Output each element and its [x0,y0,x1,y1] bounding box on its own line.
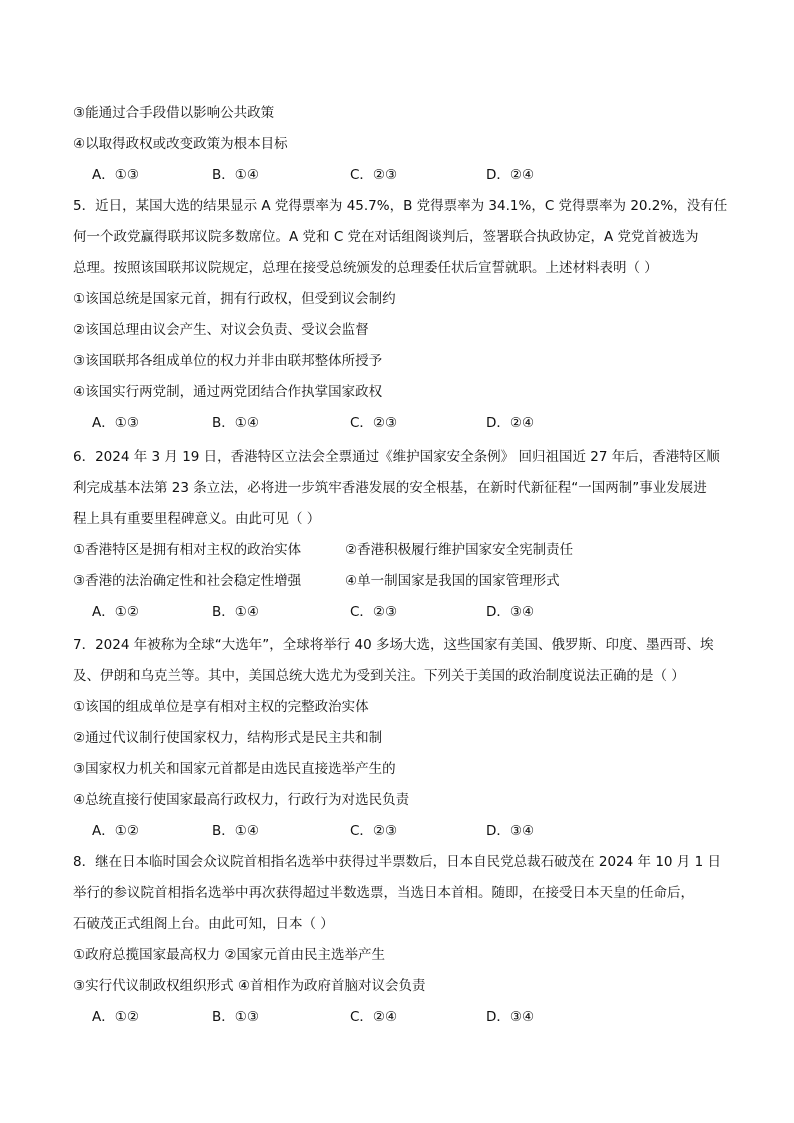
q7-statement-2: ②通过代议制行使国家权力，结构形式是民主共和制 [73,730,383,746]
q5-statement-3: ③该国联邦各组成单位的权力并非由联邦整体所授予 [73,353,383,369]
q5-stem-line-3: 总理。按照该国联邦议院规定，总理在接受总统颁发的总理委任状后宣誓就职。上述材料表明（ ） [73,260,658,276]
q4-statement-4: ④以取得政权或改变政策为根本目标 [73,136,288,152]
q4-option-b[interactable]: B．①④ [212,167,259,183]
q5-statement-1: ①该国总统是国家元首，拥有行政权，但受到议会制约 [73,291,396,307]
q6-option-a[interactable]: A．①② [92,604,139,620]
q5-option-d[interactable]: D．②④ [486,415,535,431]
q6-option-b[interactable]: B．①④ [212,604,259,620]
q5-stem-line-1: 5．近日，某国大选的结果显示 A 党得票率为 45.7%，B 党得票率为 34.1%，C 党得票率为 20.2%，没有任 [73,198,728,214]
q6-statement-row-1 [73,541,733,559]
q8-option-a[interactable]: A．①② [92,1009,139,1025]
q5-option-b[interactable]: B．①④ [212,415,259,431]
q6-statement-4: ④单一制国家是我国的国家管理形式 [345,573,560,589]
q6-statement-2: ②香港积极履行维护国家安全宪制责任 [345,542,574,558]
q7-options [92,822,692,840]
q8-option-d[interactable]: D．③④ [486,1009,535,1025]
q8-options [92,1008,692,1026]
q8-stem-line-2: 举行的参议院首相指名选举中再次获得超过半数选票，当选日本首相。随即，在接受日本天皇的任命后， [73,885,694,901]
q4-option-c[interactable]: C．②③ [350,167,398,183]
q5-option-a[interactable]: A．①③ [92,415,139,431]
q6-option-d[interactable]: D．③④ [486,604,535,620]
q7-option-c[interactable]: C．②③ [350,823,398,839]
q6-statement-row-2 [73,572,733,590]
q6-stem-line-3: 程上具有重要里程碑意义。由此可见（ ） [73,511,321,527]
q5-stem-line-2: 何一个政党赢得联邦议院多数席位。A 党和 C 党在对话组阁谈判后，签署联合执政协定，A 党党首被选为 [73,229,699,245]
q4-statement-3: ③能通过合手段借以影响公共政策 [73,105,275,121]
q6-option-c[interactable]: C．②③ [350,604,398,620]
q7-statement-1: ①该国的组成单位是享有相对主权的完整政治实体 [73,699,369,715]
q5-options [92,414,692,432]
q7-stem-line-2: 及、伊朗和乌克兰等。其中，美国总统大选尤为受到关注。下列关于美国的政治制度说法正确的是（ ） [73,668,685,684]
q7-option-b[interactable]: B．①④ [212,823,259,839]
q8-stem-line-3: 石破茂正式组阁上台。由此可知，日本（ ） [73,916,334,932]
q6-stem-line-2: 利完成基本法第 23 条立法，必将进一步筑牢香港发展的安全根基，在新时代新征程“一国两制”事业发展进 [73,480,707,496]
q4-option-d[interactable]: D．②④ [486,167,535,183]
q5-option-c[interactable]: C．②③ [350,415,398,431]
q8-option-c[interactable]: C．②④ [350,1009,398,1025]
q5-statement-2: ②该国总理由议会产生、对议会负责、受议会监督 [73,322,369,338]
q7-option-a[interactable]: A．①② [92,823,139,839]
q8-option-b[interactable]: B．①③ [212,1009,259,1025]
q7-stem-line-1: 7．2024 年被称为全球“大选年”，全球将举行 40 多场大选，这些国家有美国、俄罗斯、印度、墨西哥、埃 [73,637,714,653]
q7-statement-4: ④总统直接行使国家最高行政权力，行政行为对选民负责 [73,792,410,808]
q4-option-a[interactable]: A．①③ [92,167,139,183]
q8-statements-3-4: ③实行代议制政权组织形式 ④首相作为政府首脑对议会负责 [73,978,426,994]
q6-options [92,603,692,621]
q8-stem-line-1: 8．继在日本临时国会众议院首相指名选举中获得过半票数后，日本自民党总裁石破茂在 2024 年 10 月 1 日 [73,854,721,870]
q7-statement-3: ③国家权力机关和国家元首都是由选民直接选举产生的 [73,761,396,777]
q5-statement-4: ④该国实行两党制，通过两党团结合作执掌国家政权 [73,384,383,400]
q7-option-d[interactable]: D．③④ [486,823,535,839]
q6-statement-3: ③香港的法治确定性和社会稳定性增强 [73,573,302,589]
q4-options [92,166,692,184]
q8-statements-1-2: ①政府总揽国家最高权力 ②国家元首由民主选举产生 [73,947,385,963]
q6-stem-line-1: 6．2024 年 3 月 19 日，香港特区立法会全票通过《维护国家安全条例》 回归祖国近 27 年后，香港特区顺 [73,449,720,465]
q6-statement-1: ①香港特区是拥有相对主权的政治实体 [73,542,302,558]
